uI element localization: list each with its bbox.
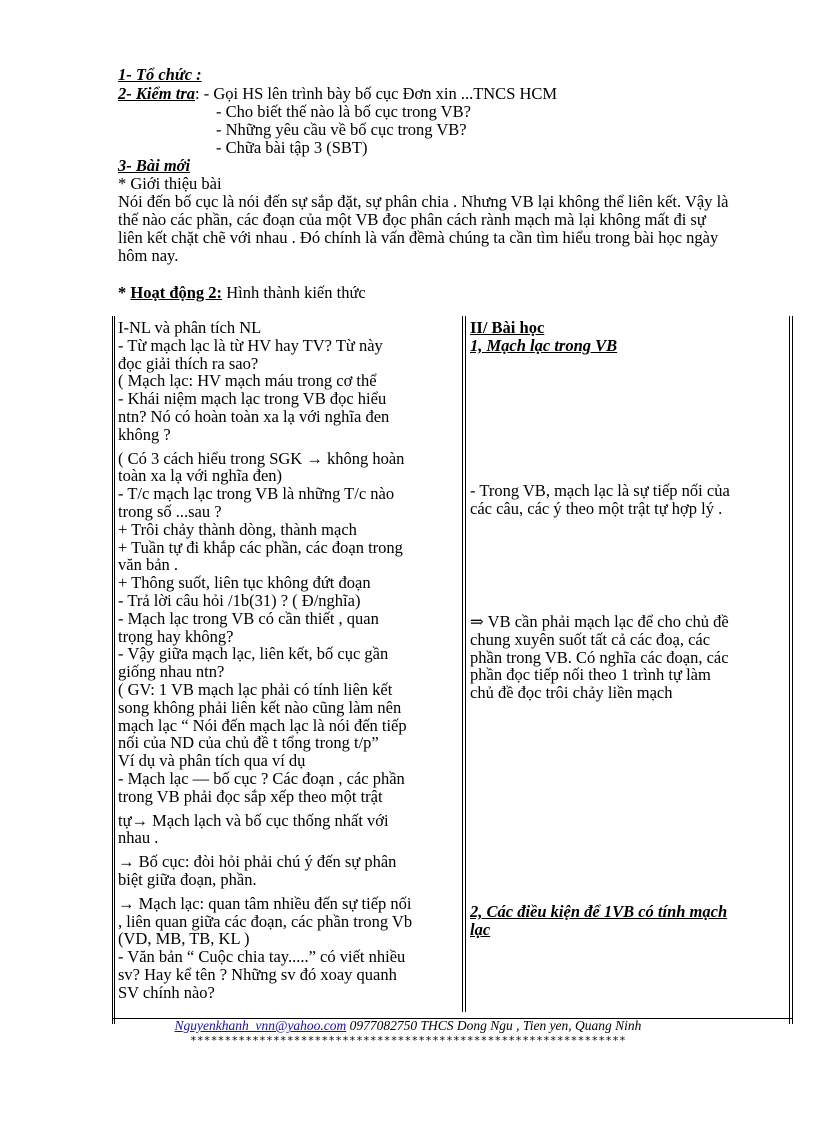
- left-line: song không phải liên kết nào cũng làm nên: [118, 697, 402, 717]
- table-divider-inner: [465, 316, 466, 1012]
- right-line: chung xuyên suốt tất cả các đoạ, các: [470, 629, 711, 649]
- heading-kiem-tra: 2- Kiểm tra: [118, 84, 195, 103]
- left-line: + Trôi chảy thành dòng, thành mạch: [118, 519, 357, 539]
- left-line: - T/c mạch lạc trong VB là những T/c nào: [118, 484, 395, 504]
- subheading-dieu-kien: lạc: [470, 919, 491, 939]
- hoat-dong-label: Hoạt động 2:: [130, 283, 223, 302]
- intro-line: thế nào các phần, các đoạn của một VB đọc phân cách rành mạch mà lại không mất đi sự: [118, 210, 706, 229]
- intro-line: liên kết chặt chẽ với nhau . Đó chính là vấn đềmà chúng ta cần tìm hiểu trong bài học ngày: [118, 228, 719, 247]
- footer-contact: Nguyenkhanh_vnn@yahoo.com 0977082750 THCS Dong Ngu , Tien yen, Quang Ninh: [174, 1018, 642, 1033]
- right-need: [470, 613, 729, 702]
- heading-to-chuc: 1- Tổ chức :: [118, 65, 202, 84]
- double-arrow-icon: ⇒: [470, 612, 484, 631]
- table-divider: [462, 316, 463, 1012]
- left-line: Ví dụ và phân tích qua ví dụ: [118, 751, 306, 771]
- left-line: - Trả lời câu hỏi /1b(31) ? ( Đ/nghĩa): [118, 590, 361, 610]
- left-line: không ?: [118, 424, 171, 444]
- left-line: ( Có 3 cách hiểu trong SGK → không hoàn: [118, 448, 405, 468]
- kiem-tra-item: - Chữa bài tập 3 (SBT): [216, 138, 368, 157]
- left-line: biệt giữa đoạn, phần.: [118, 869, 257, 889]
- right-section-heading: [470, 319, 617, 355]
- left-line: , liên quan giữa các đoạn, các phần trong Vb: [118, 911, 413, 931]
- heading-bai-moi: 3- Bài mới: [118, 156, 191, 175]
- subheading-mach-lac: 1, Mạch lạc trong VB: [470, 335, 618, 355]
- left-line: văn bản .: [118, 555, 179, 575]
- table-border-left-inner: [114, 316, 115, 1024]
- left-line: - Vậy giữa mạch lạc, liên kết, bố cục gần: [118, 644, 389, 664]
- right-line: các câu, các ý theo một trật tự hợp lý .: [470, 498, 723, 518]
- left-line: tự→ Mạch lạch và bố cục thống nhất với: [118, 810, 389, 830]
- left-line: nối của ND của chủ đề t tổng trong t/p”: [118, 733, 379, 753]
- left-line: trọng hay không?: [118, 626, 234, 646]
- left-line: I-NL và phân tích NL: [118, 318, 262, 337]
- kiem-tra-item: - Những yêu cầu về bố cục trong VB?: [216, 120, 467, 139]
- table-border-right: [789, 316, 790, 1024]
- right-line: phần đọc tiếp nối theo 1 trình tự làm: [470, 665, 711, 685]
- left-line: mạch lạc “ Nói đến mạch lạc là nói đến tiếp: [118, 715, 407, 735]
- table-border-left: [112, 316, 113, 1024]
- left-line: đọc giải thích ra sao?: [118, 353, 259, 373]
- left-line: ntn? Nó có hoàn toàn xa lạ với nghĩa đen: [118, 406, 390, 426]
- section-title-bai-hoc: II/ Bài học: [470, 318, 545, 337]
- left-line: - Mạch lạc trong VB có cần thiết , quan: [118, 608, 379, 628]
- right-line: ⇒ VB cần phải mạch lạc để cho chủ đề: [470, 612, 729, 631]
- left-line: - Mạch lạc — bố cục ? Các đoạn , các phần: [118, 768, 405, 788]
- right-line: phần trong VB. Có nghĩa các đoạn, các: [470, 647, 729, 667]
- left-line: (VD, MB, TB, KL ): [118, 929, 250, 949]
- intro-line: hôm nay.: [118, 246, 179, 265]
- left-line: - Khái niệm mạch lạc trong VB đọc hiểu: [118, 389, 387, 409]
- left-line: trong số ...sau ?: [118, 501, 222, 521]
- hoat-dong-heading: * Hoạt động 2: Hình thành kiến thức: [118, 283, 366, 302]
- left-line: + Thông suốt, liên tục không đứt đoạn: [118, 573, 371, 593]
- subheading-dieu-kien: 2, Các điều kiện để 1VB có tính mạch: [470, 902, 728, 921]
- left-line: trong VB phải đọc sắp xếp theo một trật: [118, 786, 383, 806]
- kiem-tra-item: - Cho biết thế nào là bố cục trong VB?: [216, 102, 471, 121]
- kiem-tra-line-1: [118, 85, 557, 103]
- left-line: nhau .: [118, 828, 159, 848]
- left-line: - Văn bản “ Cuộc chia tay.....” có viết nhiều: [118, 947, 406, 967]
- footer-email-link[interactable]: Nguyenkhanh_vnn@yahoo.com: [174, 1018, 347, 1033]
- right-line: - Trong VB, mạch lạc là sự tiếp nối của: [470, 481, 730, 500]
- left-line: toàn xa lạ với nghĩa đen): [118, 466, 283, 486]
- table-border-right-outer: [792, 316, 793, 1024]
- left-line: - Từ mạch lạc là từ HV hay TV? Từ này: [118, 335, 383, 355]
- left-line: ( GV: 1 VB mạch lạc phải có tính liên kết: [118, 679, 393, 699]
- kiem-tra-item: : - Gọi HS lên trình bày bố cục Đơn xin ...TNCS HCM: [195, 84, 558, 103]
- gioi-thieu-bai: * Giới thiệu bài: [118, 174, 222, 193]
- footer-stars-divider: ***************************************************************: [189, 1034, 627, 1047]
- intro-line: Nói đến bố cục là nói đến sự sắp đặt, sự phân chia . Nhưng VB lại không thể liên kết. Vậy là: [118, 192, 729, 211]
- left-line: giống nhau ntn?: [118, 662, 225, 682]
- right-conditions: [470, 903, 727, 939]
- left-line: ( Mạch lạc: HV mạch máu trong cơ thể: [118, 371, 377, 391]
- left-line: → Mạch lạc: quan tâm nhiều đến sự tiếp nối: [118, 893, 412, 913]
- left-line: SV chính nào?: [118, 982, 215, 1002]
- right-line: chủ đề đọc trôi chảy liền mạch: [470, 683, 673, 703]
- left-column: [118, 319, 412, 1001]
- left-line: → Bố cục: đòi hỏi phải chú ý đến sự phân: [118, 852, 397, 872]
- left-line: sv? Hay kể tên ? Những sv đó xoay quanh: [118, 964, 397, 984]
- left-line: + Tuần tự đi khắp các phần, các đoạn trong: [118, 537, 403, 557]
- right-definition: [470, 482, 730, 518]
